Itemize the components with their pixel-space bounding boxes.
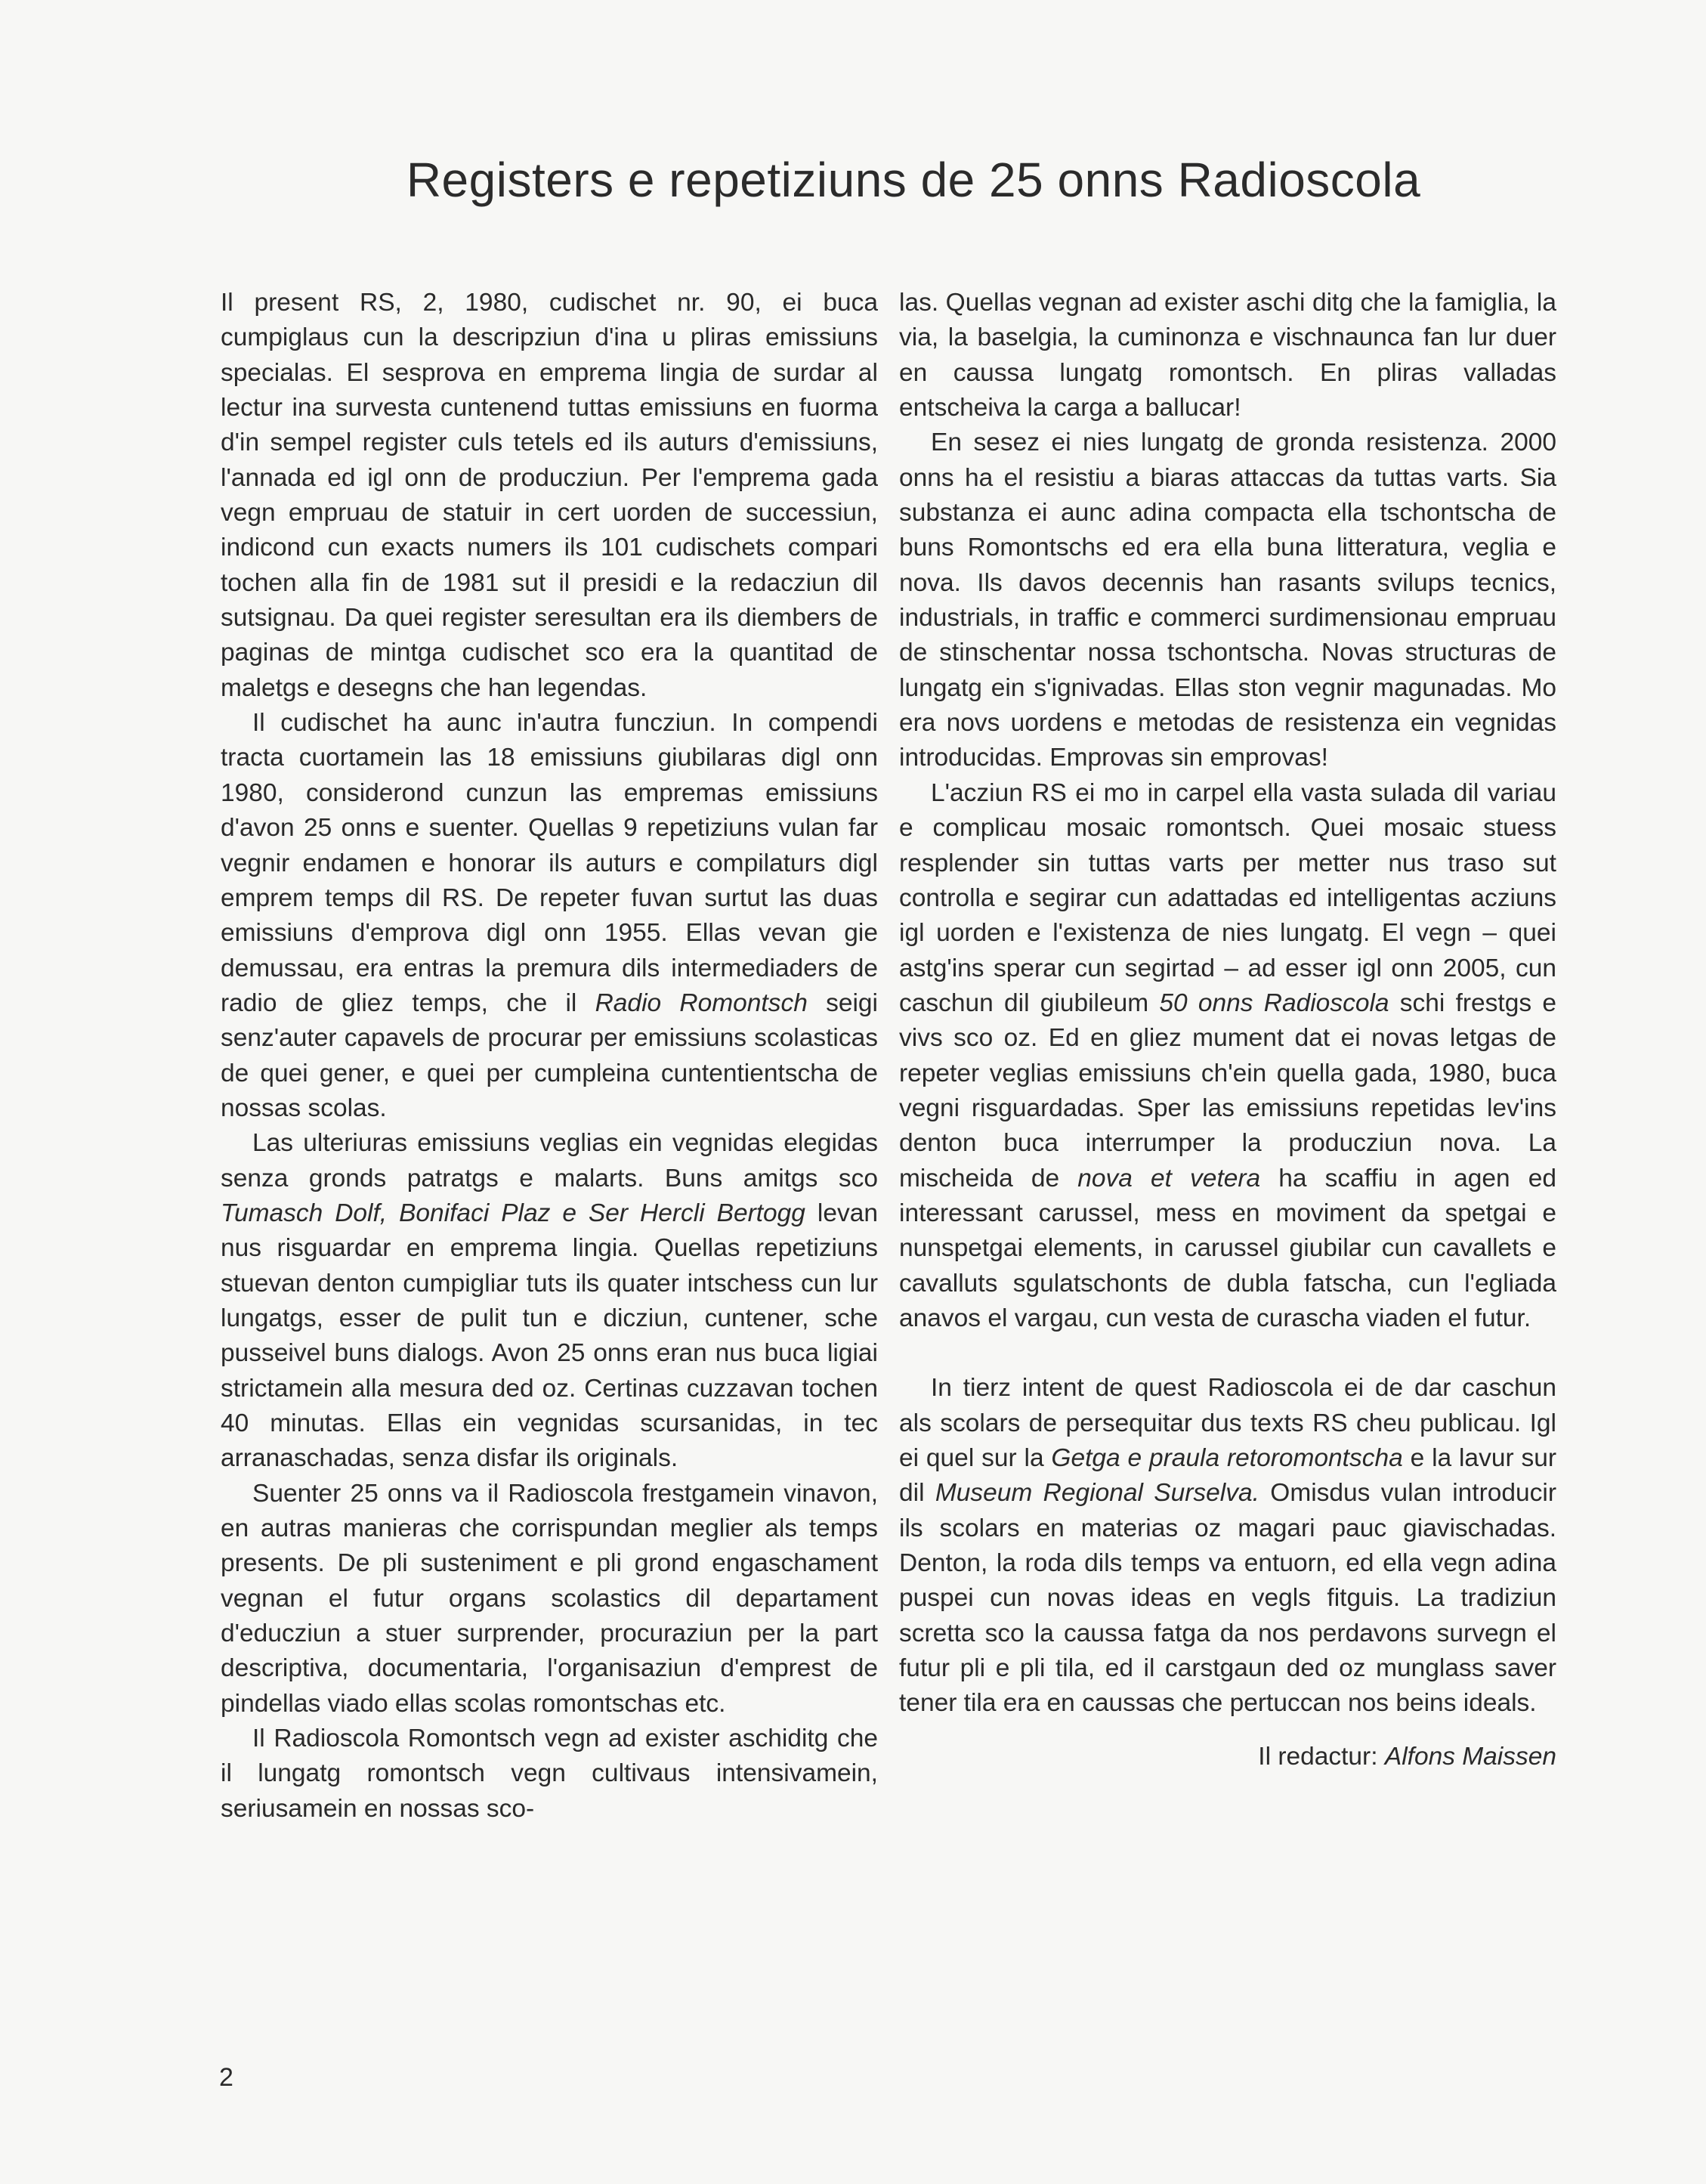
- text-run: Omisdus vulan introducir ils scolars en materias oz magari pauc giavischadas. Denton, la roda dils temps va entuorn, ed ella vegn adina puspei cun novas ideas en vegls fitguis. La tradiziun scretta sco la caussa fatga da nos perdavons survegn el futur pli e pli tila, ed il carstgaun ded oz munglass saver tener tila era en caussas che pertuccan nos beins ideals.: [899, 1479, 1556, 1718]
- italic-text: 50 onns Radioscola: [1159, 988, 1389, 1017]
- page-title: Registers e repetiziuns de 25 onns Radioscola: [406, 153, 1421, 207]
- text-run: seigi senz'auter capavels de procurar per emissiuns scolasticas de quei gener, e quei per cumpleina cuntentientscha de nossas scolas.: [221, 988, 878, 1122]
- text-run: Il cudischet ha aunc in'autra funcziun. In compendi tracta cuortamein las 18 emissiuns giubilaras digl onn 1980, considerond cunzun las empremas emissiuns d'avon 25 onns e suenter. Quellas 9 repetiziuns vulan far vegnir endamen e honorar ils auturs e compilaturs digl emprem temps dil RS. De repeter fuvan surtut las duas emissiuns d'emprova digl onn 1955. Ellas vevan gie demussau, era entras la premura dils intermediaders de radio de gliez temps, che il: [221, 709, 878, 1017]
- paragraph: [221, 706, 878, 1126]
- right-column: [899, 286, 1556, 1774]
- paragraph: Il present RS, 2, 1980, cudischet nr. 90, ei buca cumpiglaus cun la descripziun d'ina u pliras emissiuns specialas. El sesprova en emprema lingia de surdar al lectur ina survesta cuntenend tuttas emissiuns en fuorma d'in sempel register culs tetels ed ils auturs d'emissiuns, l'annada ed igl onn de producziun. Per l'emprema gada vegn empruau de statuir in cert uorden de successiun, indicond cun exacts numers ils 101 cudischets compari tochen alla fin de 1981 sut il presidi e la redacziun dil sutsignau. Da quei register seresultan era ils diembers de paginas de mintga cudischet sco era la quantitad de maletgs e desegns che han legendas.: [221, 289, 878, 702]
- paragraph: En sesez ei nies lungatg de gronda resistenza. 2000 onns ha el resistiu a biaras attaccas da tuttas varts. Sia substanza ei aunc adina compacta ella tschontscha de buns Romontschs ed era ella buna litteratura, veglia e nova. Ils davos decennis han rasants svilups tecnics, industrials, in traffic e commerci surdimensionau empruau de stinschentar nossa tschontscha. Novas structuras de lungatg ein s'ignivadas. Ellas ston vegnir magunadas. Mo era novs uordens e metodas de resistenza ein vegnidas introducidas. Emprovas sin emprovas!: [899, 428, 1556, 772]
- text-run: In tierz intent de quest Radioscola ei de dar caschun als scolars de persequitar dus texts RS cheu publicau. Igl ei quel sur la: [899, 1374, 1556, 1472]
- text-run: ha scaffiu in agen ed interessant carussel, mess en moviment da spetgai e nunspetgai elements, in carussel giubilar cun cavallets e cavalluts sgulatschonts de dubla fatscha, cun l'egliada anavos el vargau, cun vesta de curascha viaden el futur.: [899, 1164, 1556, 1332]
- page-number: 2: [219, 2063, 233, 2092]
- text-run: schi frestgs e vivs sco oz. Ed en gliez mument dat ei novas letgas de repeter veglias emissiuns ch'ein quella gada, 1980, buca vegni risguardadas. Sper las emissiuns repetidas lev'ins denton buca interrumper la producziun nova. La mischeida de: [899, 988, 1556, 1193]
- signature: [899, 1740, 1556, 1774]
- signature-name: Alfons Maissen: [1384, 1742, 1556, 1771]
- paragraph: [899, 1371, 1556, 1721]
- italic-text: Radio Romontsch: [595, 988, 808, 1017]
- italic-text: Tumasch Dolf, Bonifaci Plaz e Ser Hercli Bertogg: [221, 1199, 805, 1227]
- paragraph: [221, 1126, 878, 1476]
- paragraph: [899, 776, 1556, 1337]
- paragraph-gap: [899, 1336, 1556, 1371]
- text-run: levan nus risguardar en emprema lingia. Quellas repetiziuns stuevan denton cumpigliar tuts ils quater intschess cun lur lungatgs, esser de pulit tun e dicziun, cuntener, sche pusseivel buns dialogs. Avon 25 onns eran nus buca ligiai strictamein alla mesura ded oz. Certinas cuzzavan tochen 40 minutas. Ellas ein vegnidas scursanidas, in tec arranaschadas, senza disfar ils originals.: [221, 1199, 878, 1473]
- paragraph: las. Quellas vegnan ad exister aschi ditg che la famiglia, la via, la baselgia, la cuminonza e vischnaunca fan lur duer en caussa lungatg romontsch. En pliras valladas entscheiva la carga a ballucar!: [899, 289, 1556, 422]
- text-run: e la lavur sur dil: [899, 1444, 1556, 1508]
- text-run: L'acziun RS ei mo in carpel ella vasta sulada dil variau e complicau mosaic romontsch. Quei mosaic stuess resplender sin tuttas varts per metter nus traso sut controlla e segirar cun adattadas ed intelligentas acziuns igl uorden e l'existenza de nies lungatg. El vegn – quei astg'ins sperar cun segirtad – ad esser igl onn 2005, cun caschun dil giubileum: [899, 778, 1556, 1017]
- italic-text: Museum Regional Surselva.: [935, 1479, 1259, 1508]
- text-run: Las ulteriuras emissiuns veglias ein vegnidas elegidas senza gronds patratgs e malarts. Buns amitgs sco: [221, 1129, 878, 1193]
- paragraph: Il Radioscola Romontsch vegn ad exister aschiditg che il lungatg romontsch vegn cultivaus intensivamein, seriusamein en nossas sco-: [221, 1725, 878, 1823]
- paragraph: Suenter 25 onns va il Radioscola frestgamein vinavon, en autras manieras che corrispundan meglier als temps presents. De pli susteniment e pli grond engaschament vegnan el futur organs scolastics dil departament d'educziun a stuer surprender, procuraziun per la part descriptiva, documentaria, l'organisaziun d'emprest de pindellas viado ellas scolas romontschas etc.: [221, 1479, 878, 1718]
- signature-prefix: Il redactur:: [1258, 1742, 1385, 1771]
- left-column: [221, 286, 878, 1827]
- italic-text: Getga e praula retoromontscha: [1051, 1444, 1403, 1472]
- italic-text: nova et vetera: [1077, 1164, 1261, 1193]
